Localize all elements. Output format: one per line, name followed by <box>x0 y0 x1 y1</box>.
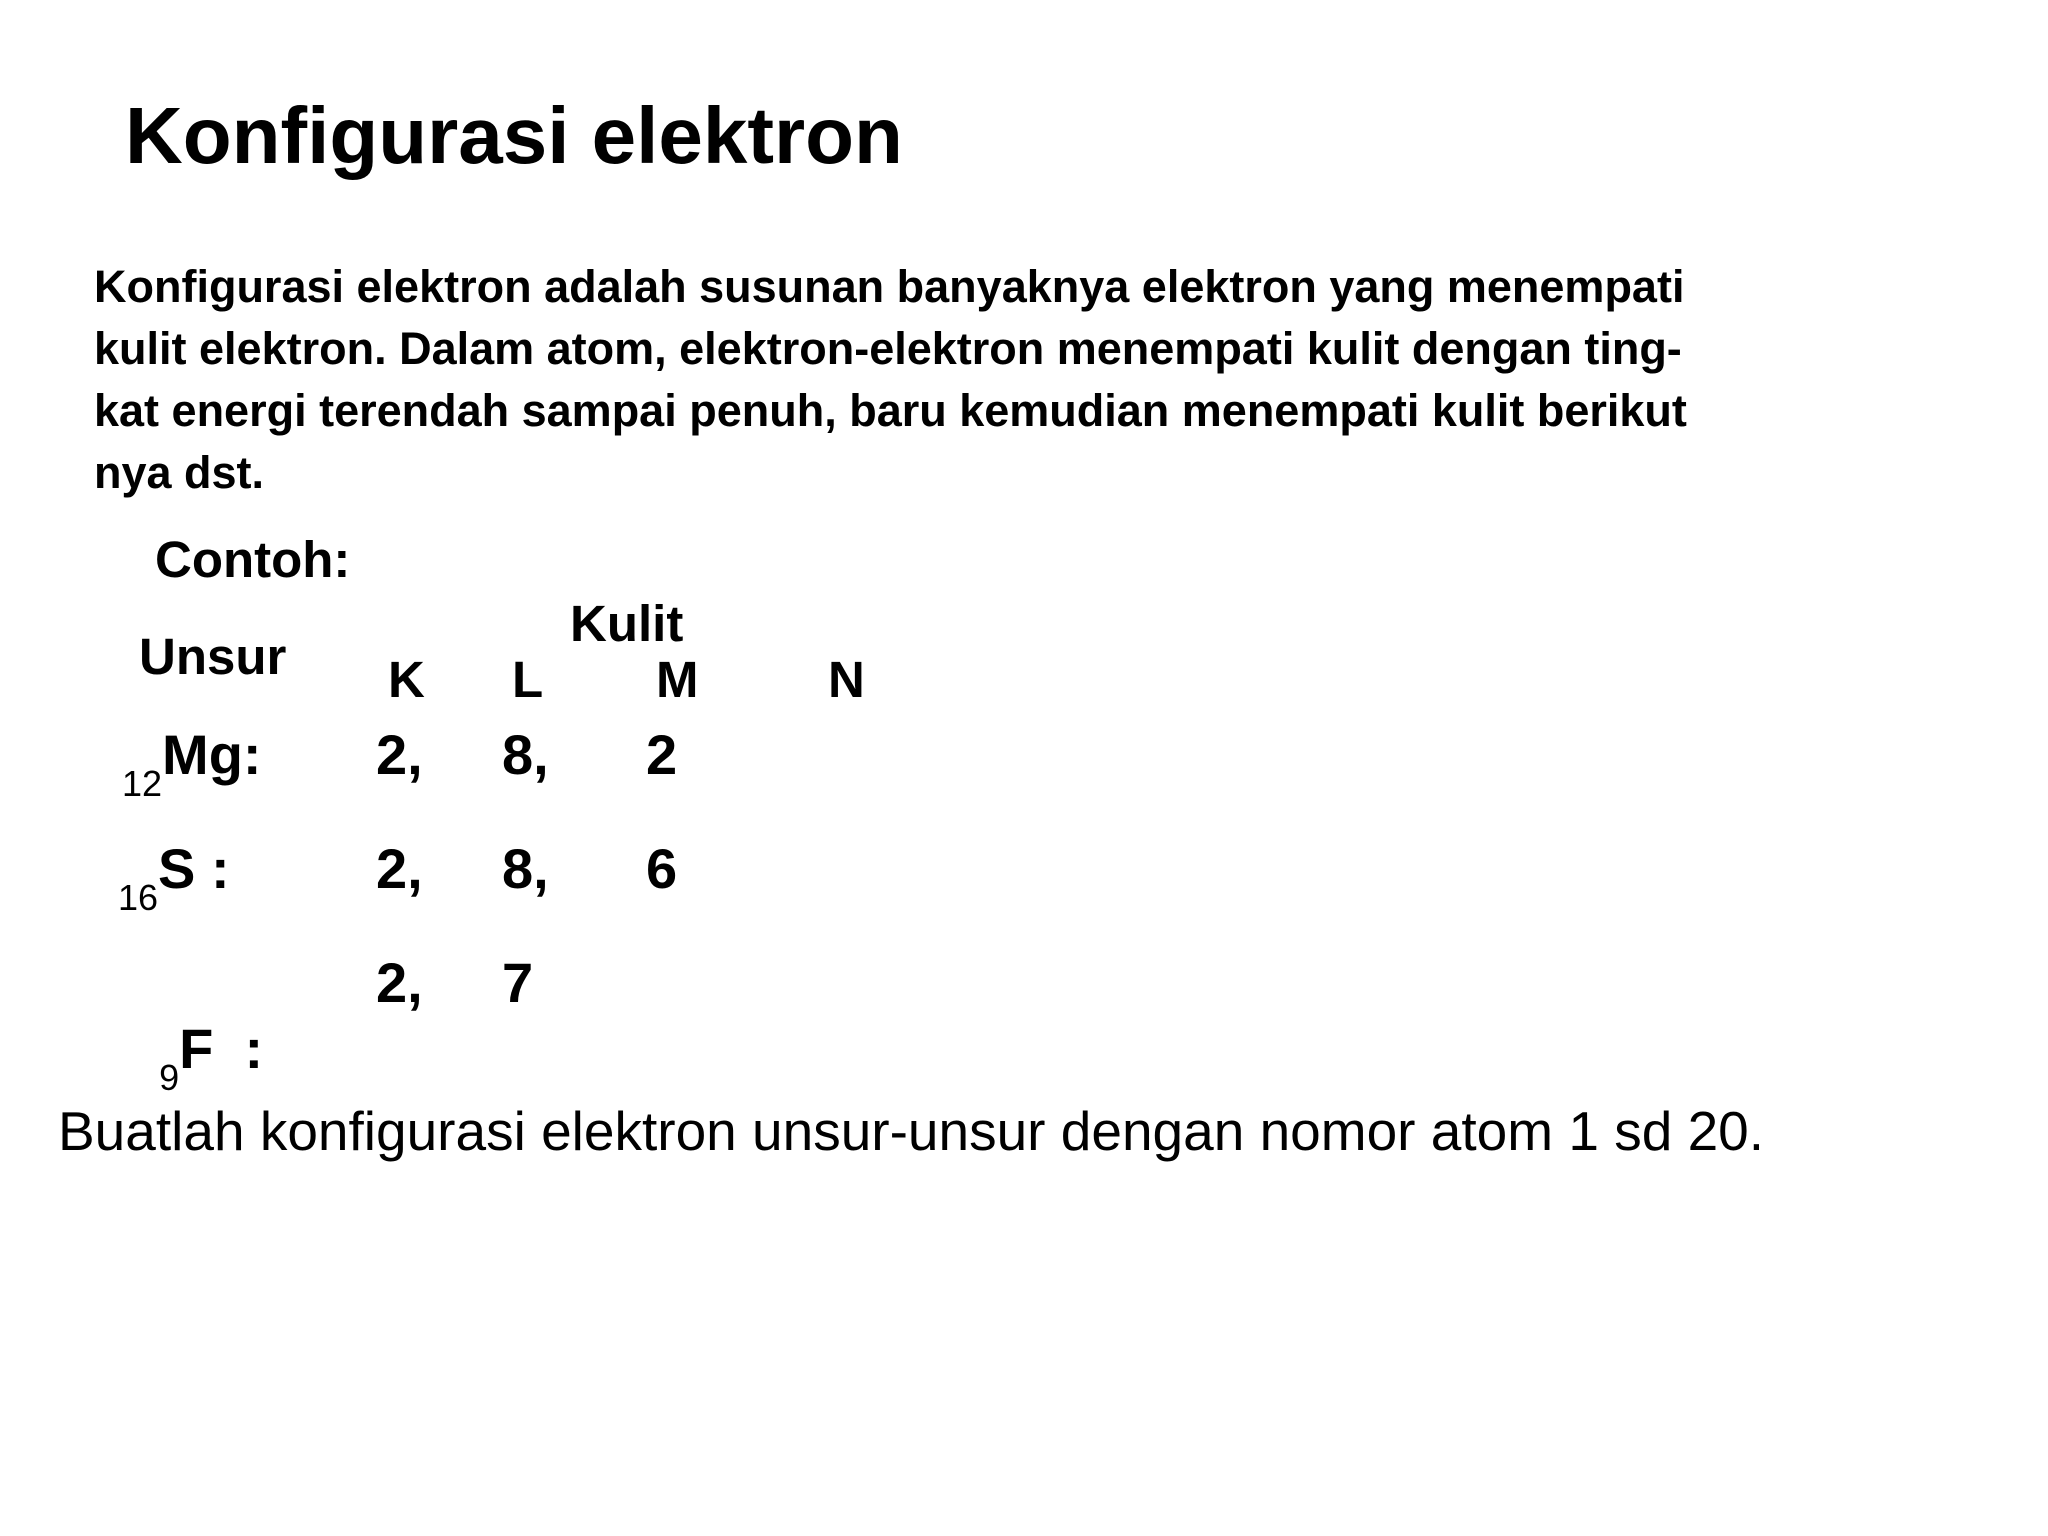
paragraph-line: Konfigurasi elektron adalah susunan banyaknya elektron yang menempati <box>94 261 1685 312</box>
element-mg <box>122 722 262 804</box>
element-symbol: S : <box>158 837 230 900</box>
shell-value-k: 2, <box>376 951 423 1014</box>
paragraph-line: kulit elektron. Dalam atom, elektron-elektron menempati kulit dengan ting- <box>94 323 1682 374</box>
atomic-number: 16 <box>118 877 159 918</box>
paragraph-line: nya dst. <box>94 447 265 498</box>
shell-value-k: 2, <box>376 837 423 900</box>
element-s <box>118 836 230 918</box>
definition-paragraph <box>94 256 1974 504</box>
shell-value-m: 2 <box>646 723 678 786</box>
shell-group-header: Kulit <box>570 595 684 652</box>
shell-value-l: 7 <box>502 951 534 1014</box>
shell-header-n: N <box>828 651 865 708</box>
shell-value-k: 2, <box>376 723 423 786</box>
shell-value-l: 8, <box>502 723 549 786</box>
shell-header-l: L <box>512 651 544 708</box>
element-symbol: F : <box>179 1017 264 1080</box>
element-f <box>128 950 264 1098</box>
example-label: Contoh: <box>155 531 351 588</box>
atomic-number: 9 <box>159 1057 180 1098</box>
shell-value-m: 6 <box>646 837 678 900</box>
shell-header-m: M <box>656 651 699 708</box>
paragraph-line: kat energi terendah sampai penuh, baru kemudian menempati kulit berikut <box>94 385 1687 436</box>
exercise-instruction: Buatlah konfigurasi elektron unsur-unsur dengan nomor atom 1 sd 20. <box>58 1100 1765 1162</box>
shell-value-l: 8, <box>502 837 549 900</box>
element-symbol: Mg: <box>162 723 262 786</box>
shell-header-k: K <box>388 651 425 708</box>
atomic-number: 12 <box>122 763 163 804</box>
page-title: Konfigurasi elektron <box>125 91 903 180</box>
element-column-header: Unsur <box>139 628 287 685</box>
